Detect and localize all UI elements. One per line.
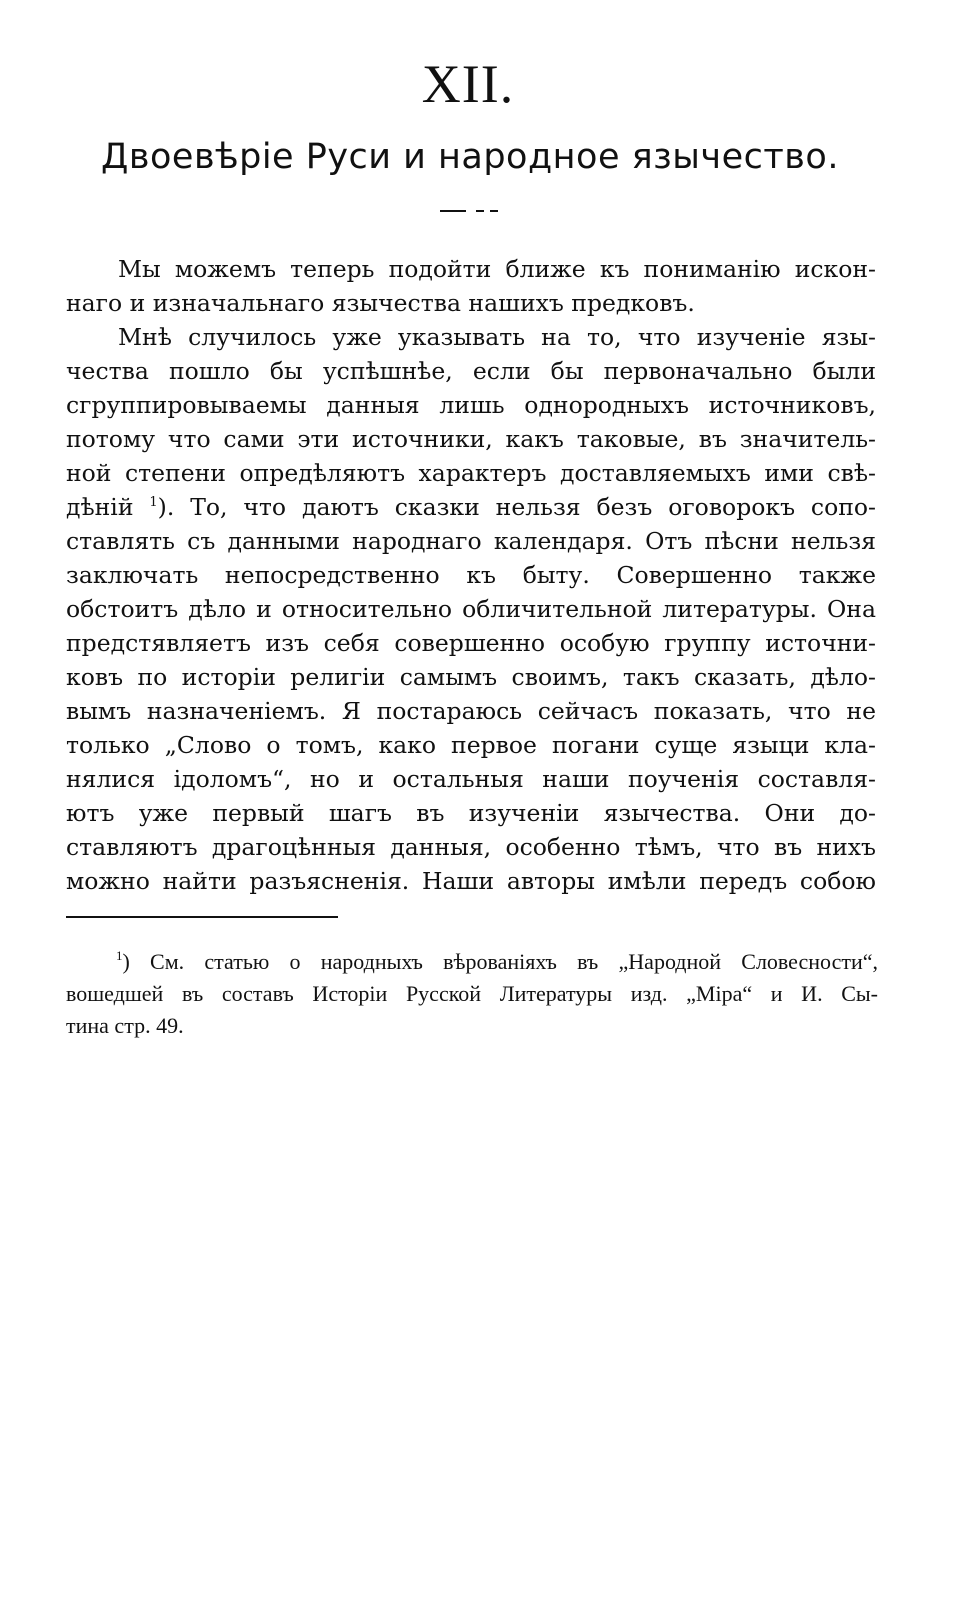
text-line-with-footnote <box>66 490 876 524</box>
text-line: предстявляетъ изъ себя совершенно особую группу источни- <box>66 629 876 657</box>
footnotes <box>66 946 878 1042</box>
footnote-fragment: ) См. статью о народныхъ вѣрованіяхъ въ „Народной Словесности“, <box>122 949 878 974</box>
text-line: обстоитъ дѣло и относительно обличительной литературы. Она <box>66 595 876 623</box>
chapter-number: XII. <box>421 54 515 114</box>
text-line: нялися ідоломъ“, но и остальныя наши поученія составля- <box>66 765 876 793</box>
text-fragment: дѣній <box>66 493 134 521</box>
text-fragment: ). То, что даютъ сказки нельзя безъ оговорокъ сопо- <box>157 493 876 521</box>
body-text <box>66 252 876 898</box>
text-line: Мнѣ случилось уже указывать на то, что изученіе язы- <box>118 323 876 351</box>
text-line: ставлять съ данными народнаго календаря. Отъ пѣсни нельзя <box>66 527 876 555</box>
footnote-line <box>66 946 878 978</box>
text-line: ставляютъ драгоцѣнныя данныя, особенно тѣмъ, что въ нихъ <box>66 833 876 861</box>
text-line: ютъ уже первый шагъ въ изученіи язычества. Они до- <box>66 799 876 827</box>
text-line: наго и изначальнаго язычества нашихъ предковъ. <box>66 289 695 317</box>
chapter-title: Двоевѣріе Руси и народное язычество. <box>101 137 839 177</box>
text-line: вымъ назначеніемъ. Я постараюсь сейчасъ показать, что не <box>66 697 876 725</box>
text-line: ковъ по исторіи религіи самымъ своимъ, такъ сказать, дѣло- <box>66 663 876 691</box>
footnote-rule <box>66 916 338 918</box>
title-divider <box>440 210 500 211</box>
text-line: Мы можемъ теперь подойти ближе къ пониманію искон- <box>118 255 876 283</box>
footnote-marker: 1 <box>116 948 123 963</box>
footnote-line: тина стр. 49. <box>66 1013 184 1038</box>
text-line: заключать непосредственно къ быту. Совершенно также <box>66 561 876 589</box>
text-line: сгруппировываемы данныя лишь однородныхъ источниковъ, <box>66 391 876 419</box>
footnote-line: вошедшей въ составъ Исторіи Русской Литературы изд. „Міра“ и И. Сы- <box>66 981 878 1006</box>
text-line: потому что сами эти источники, какъ таковые, въ значитель- <box>66 425 876 453</box>
text-line: можно найти разъясненія. Наши авторы имѣли передъ собою <box>66 867 876 895</box>
footnote-ref: 1 <box>149 495 158 510</box>
text-line: ной степени опредѣляютъ характеръ доставляемыхъ ими свѣ- <box>66 459 876 487</box>
text-line: чества пошло бы успѣшнѣе, если бы первоначально были <box>66 357 876 385</box>
text-line: только „Слово о томъ, како первое погани суще языци кла- <box>66 731 876 759</box>
